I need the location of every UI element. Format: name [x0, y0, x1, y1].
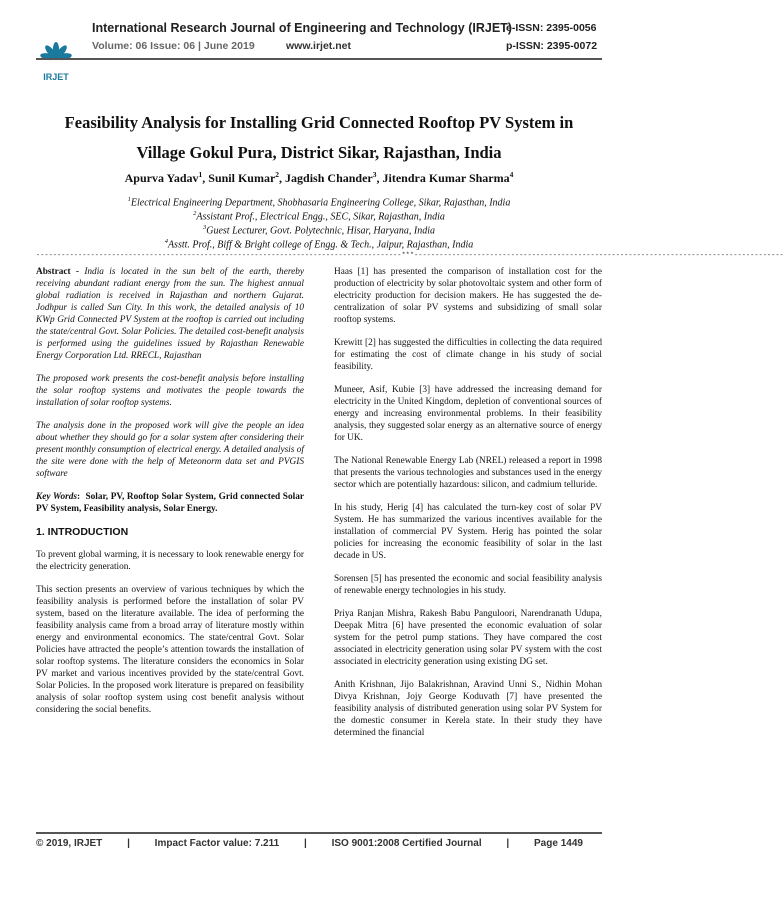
keywords: Key Words: Solar, PV, Rooftop Solar System, Grid connected Solar PV System, Feasibility analysis, Solar Energy.	[36, 492, 304, 514]
e-issn: e-ISSN: 2395-0056	[506, 22, 597, 34]
author-2: Sunil Kumar	[208, 171, 276, 185]
footer-impact-factor: Impact Factor value: 7.211	[154, 838, 280, 849]
author-3: Jagdish Chander	[285, 171, 373, 185]
affiliation-1: $^1$Electrical Engineering Department, Shobhasaria Engineering College, Sikar, Rajasthan, India	[127, 196, 511, 209]
logo-text: IRJET	[43, 72, 69, 82]
abstract-label: Abstract	[36, 267, 71, 277]
affiliation-3: $^3$Guest Lecturer, Govt. Polytechnic, Hisar, Haryana, India	[202, 224, 435, 237]
title-line-1: Feasibility Analysis for Installing Grid Connected Rooftop PV System in	[64, 113, 574, 132]
right-column	[334, 266, 602, 750]
journal-website[interactable]: www.irjet.net	[286, 40, 351, 52]
page-footer: © 2019, IRJET | Impact Factor value: 7.211 | ISO 9001:2008 Certified Journal | Page 1449	[36, 838, 583, 849]
journal-title: International Research Journal of Engineering and Technology (IRJET)	[92, 21, 512, 35]
lit-paragraph-3: Muneer, Asif, Kubie [3] have addressed the increasing demand for electricity in the United Kingdom, depletion of conventional sources of energy and increasing environmental problems. In their feasibility analysis, they suggested solar energy as an alternative source of energy for UK.	[334, 385, 602, 443]
irjet-logo	[36, 40, 76, 84]
paper-title	[24, 108, 614, 168]
footer-page-number: Page 1449	[534, 838, 583, 849]
lit-paragraph-6: Sorensen [5] has presented the economic and social feasibility analysis of renewable energy technologies in his study.	[334, 574, 602, 596]
p-issn: p-ISSN: 2395-0072	[506, 40, 598, 52]
page-header	[0, 0, 638, 80]
footer-copyright: © 2019, IRJET	[36, 838, 103, 849]
header-divider	[36, 58, 602, 60]
lit-paragraph-8: Anith Krishnan, Jijo Balakrishnan, Aravind Unni S., Nidhin Mohan Divya Krishnan, Jojy George Koduvath [7] have presented the feasibility analysis of distributed generation using solar PV System for the domestic consumer in Kerela state. In their study they have determined the financial	[334, 680, 602, 738]
author-4: Jitendra Kumar Sharma	[382, 171, 510, 185]
lit-paragraph-2: Krewitt [2] has suggested the difficulties in collecting the data required for estimating the cost of climate change in his study of social feasibility.	[334, 338, 602, 372]
lit-paragraph-4: The National Renewable Energy Lab (NREL) released a report in 1998 that presents the various technologies and substances used in the energy sector which are potentially hazardous: silicon, and cadmium telluride.	[334, 456, 602, 490]
intro-paragraph-2: This section presents an overview of various techniques by which the feasibility analysis is performed before the installation of solar PV system, based on the literature available. The idea of performing the feasibility analysis came from a broad array of literature mostly within energy and environmental economics. The state/central Govt. Solar Policies have attracted the people’s attention towards the installation of solar rooftop systems. The literature considers the economics in Solar PV market and various incentives provided by the state/central Govt. Solar Policies. In the proposed work literature is prepared on feasibility analysis of solar rooftop system using cost benefit analysis without considering the social benefits.	[36, 585, 304, 715]
footer-divider	[36, 832, 602, 834]
author-list: Apurva Yadav$^1$, Sunil Kumar$^2$, Jagdish Chander$^3$, Jitendra Kumar Sharma$^4$	[124, 170, 514, 185]
left-column	[36, 266, 304, 727]
section-separator: ---------------------------------------------------------------------------------------***----------------------------------------------------------------------------------------	[36, 252, 784, 260]
abstract-paragraph-3: The analysis done in the proposed work will give the people an idea about whether they should go for a solar system after considering their present monthly consumption of electrical energy. A detailed analysis of the site were done with the help of Meteonorm data set and PVGIS software	[36, 421, 304, 479]
abstract-paragraph-1: Abstract - India is located in the sun belt of the earth, thereby receiving abundant radiant energy from the sun. The highest annual global radiation is received in Rajasthan and northern Gujarat. Jodhpur is called Sun City. In this work, the detailed analysis of 10 KWp Grid Connected PV System at the rooftop is carried out including the state/central Govt. Solar Policies. The detailed cost-benefit analysis is performed using the guidelines issued by Rajasthan Renewable Energy Corporation Ltd. RRECL, Rajasthan	[36, 267, 304, 361]
lit-paragraph-7: Priya Ranjan Mishra, Rakesh Babu Panguloori, Narendranath Udupa, Deepak Mitra [6] have presented the economic evaluation of solar system for the petrol pump stations. They have compared the cost associated in electricity generation using solar PV system with the cost associated in electricity generation using existing DG set.	[334, 609, 602, 667]
affiliation-4: $^4$Asstt. Prof., Biff & Bright college of Engg. & Tech., Jaipur, Rajasthan, India	[164, 238, 474, 251]
author-1: Apurva Yadav	[124, 171, 199, 185]
title-line-2: Village Gokul Pura, District Sikar, Rajasthan, India	[136, 143, 502, 162]
abstract-paragraph-2: The proposed work presents the cost-benefit analysis before installing the solar rooftop systems and motivates the people towards the installation of solar rooftop systems.	[36, 374, 304, 408]
section-heading-introduction: 1. INTRODUCTION	[36, 526, 129, 538]
intro-paragraph-1: To prevent global warming, it is necessary to look renewable energy for the electricity generation.	[36, 550, 304, 572]
affiliation-2: $^2$Assistant Prof., Electrical Engg., SEC, Sikar, Rajasthan, India	[193, 210, 445, 223]
footer-iso: ISO 9001:2008 Certified Journal	[331, 838, 482, 849]
volume-issue: Volume: 06 Issue: 06 | June 2019	[92, 40, 255, 52]
lit-paragraph-5: In his study, Herig [4] has calculated the turn-key cost of solar PV System. He has summarized the various incentives available for the installation of commercial PV System. Herig has pointed the solar policies for increasing the economic feasibility of solar in the last decade in US.	[334, 503, 602, 561]
lit-paragraph-1: Haas [1] has presented the comparison of installation cost for the production of electricity by solar photovoltaic system and other form of electricity production for decision makers. He has suggested the de-centralization of solar PV systems and subsidizing of small solar rooftop systems.	[334, 267, 602, 325]
